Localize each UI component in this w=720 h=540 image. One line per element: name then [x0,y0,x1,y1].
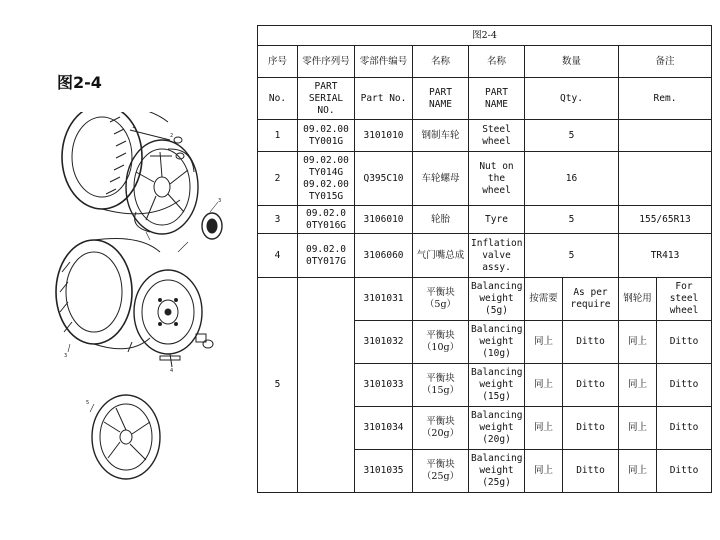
svg-text:1: 1 [132,124,136,130]
row-part-no: Q395C10 [355,152,413,206]
row-name-en: Balancing weight (20g) [469,407,525,450]
row-qty: 16 [525,152,619,206]
header-serial-en: PART SERIAL NO. [298,78,355,120]
lower-wheel-drawing [128,270,202,367]
table-row [258,278,712,321]
row-name-cn: 平衡块（10g） [413,321,469,364]
table-row [258,120,712,152]
row-name-cn: 轮胎 [413,206,469,234]
row-serial: 09.02.00 TY001G [298,120,355,152]
row-qty-cn: 同上 [525,450,563,493]
row-part-no: 3101031 [355,278,413,321]
row-qty-en: Ditto [563,450,619,493]
row-seq: 2 [258,152,298,206]
row-qty-cn: 同上 [525,407,563,450]
table-row [258,234,712,278]
row-name-cn: 平衡块（5g） [413,278,469,321]
upper-wheel-drawing [126,140,198,234]
row-name-en: Tyre [469,206,525,234]
row-rem-cn: 钢轮用 [619,278,657,321]
upper-tyre-drawing [62,112,180,214]
row-qty: 5 [525,206,619,234]
parts-table [257,25,712,493]
row-rem-en: Ditto [657,450,712,493]
row-qty: 5 [525,120,619,152]
header-serial-cn: 零件序列号 [298,46,355,78]
header-qty-cn: 数量 [525,46,619,78]
row-name-en: Balancing weight (5g) [469,278,525,321]
row-name-en: Inflation valve assy. [469,234,525,278]
row-name-en: Nut on the wheel [469,152,525,206]
row-name-cn: 平衡块（25g） [413,450,469,493]
row-name-en: Balancing weight (10g) [469,321,525,364]
row-seq: 4 [258,234,298,278]
table-caption: 图2-4 [258,26,712,46]
row-serial: 09.02.0 0TY016G [298,206,355,234]
header-partno-cn: 零部件编号 [355,46,413,78]
svg-text:2: 2 [170,133,174,139]
row-rem-en: Ditto [657,321,712,364]
row-rem-en: For steel wheel [657,278,712,321]
lower-tyre-drawing [56,239,160,349]
row-qty: 5 [525,234,619,278]
svg-text:3: 3 [218,198,222,204]
table-row [258,152,712,206]
row-name-cn: 钢制车轮 [413,120,469,152]
header-partno-en: Part No. [355,78,413,120]
row-name-cn: 平衡块（20g） [413,407,469,450]
table-row [258,206,712,234]
row-serial: 09.02.00 TY014G 09.02.00 TY015G [298,152,355,206]
header-name-cn: 名称 [413,46,469,78]
group-serial-empty [298,278,355,493]
header-name-en-cn: 名称 [469,46,525,78]
row-qty-cn: 按需要 [525,278,563,321]
svg-text:5: 5 [86,400,90,406]
row-name-cn: 车轮螺母 [413,152,469,206]
row-part-no: 3101033 [355,364,413,407]
header-rem-cn: 备注 [619,46,712,78]
row-qty-en: Ditto [563,364,619,407]
row-serial: 09.02.0 0TY017G [298,234,355,278]
row-qty-cn: 同上 [525,364,563,407]
row-qty-cn: 同上 [525,321,563,364]
row-name-en: Balancing weight (25g) [469,450,525,493]
svg-text:3: 3 [64,353,68,359]
wheel-exploded-drawing [50,112,255,507]
row-part-no: 3106060 [355,234,413,278]
hub-cap-drawing [202,213,222,239]
row-part-no: 3101035 [355,450,413,493]
header-rem-en: Rem. [619,78,712,120]
row-rem-cn: 同上 [619,407,657,450]
wheel-cover-drawing [92,395,160,479]
header-name-en: PART NAME [469,78,525,120]
row-name-en: Balancing weight (15g) [469,364,525,407]
row-rem: 155/65R13 [619,206,712,234]
row-name-en: Steel wheel [469,120,525,152]
row-qty-en: Ditto [563,321,619,364]
row-rem-cn: 同上 [619,321,657,364]
row-part-no: 3101032 [355,321,413,364]
svg-text:4: 4 [170,368,174,374]
row-part-no: 3101034 [355,407,413,450]
header-qty-en: Qty. [525,78,619,120]
figure-label: 图2-4 [57,73,102,92]
row-part-no: 3106010 [355,206,413,234]
row-rem-en: Ditto [657,407,712,450]
row-rem-en: Ditto [657,364,712,407]
row-name-cn: 平衡块（15g） [413,364,469,407]
row-rem: TR413 [619,234,712,278]
row-rem [619,120,712,152]
header-name-cn-en: PART NAME [413,78,469,120]
row-rem-cn: 同上 [619,450,657,493]
row-qty-en: As per require [563,278,619,321]
group-seq: 5 [258,278,298,493]
row-part-no: 3101010 [355,120,413,152]
row-qty-en: Ditto [563,407,619,450]
row-name-cn: 气门嘴总成 [413,234,469,278]
row-seq: 3 [258,206,298,234]
row-rem-cn: 同上 [619,364,657,407]
header-seq-en: No. [258,78,298,120]
row-seq: 1 [258,120,298,152]
header-seq-cn: 序号 [258,46,298,78]
row-rem [619,152,712,206]
